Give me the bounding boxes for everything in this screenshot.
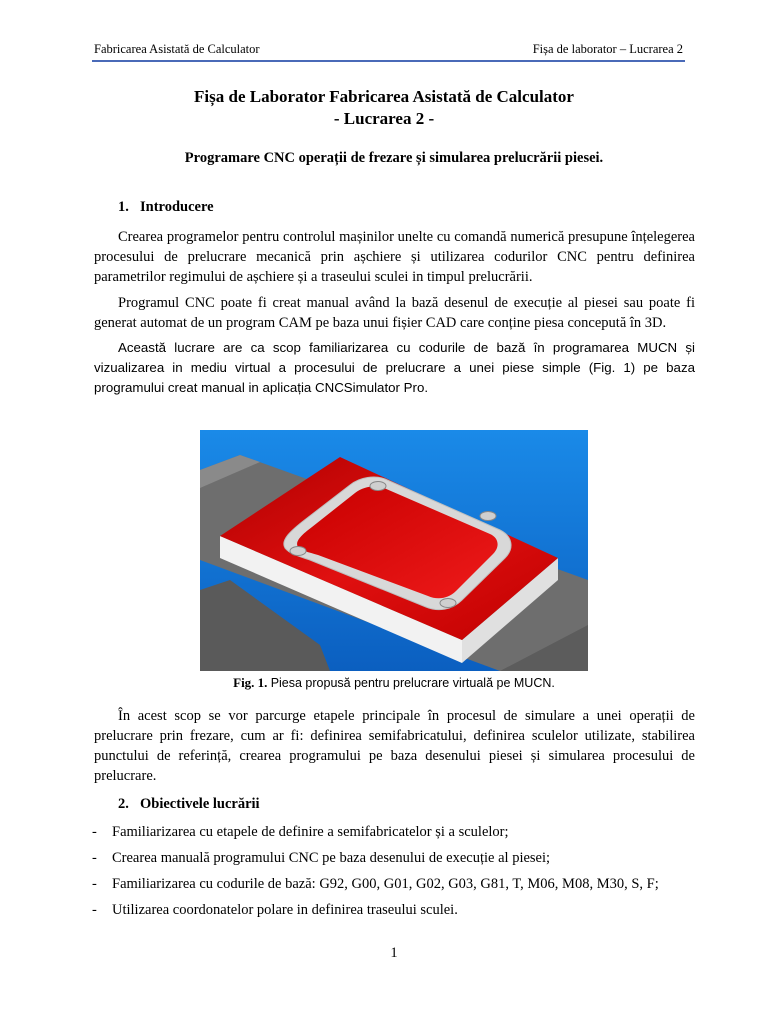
cnc-part-render	[200, 430, 588, 671]
section-number: 2.	[118, 796, 129, 812]
hole	[370, 482, 386, 491]
paragraph-1: Crearea programelor pentru controlul mașinilor unelte cu comandă numerică presupune înțelegerea procesului de prelucrare mecanică prin așchiere și utilizarea codurilor CNC pentru definirea parametrilor regimului de așchiere și a traseului sculei in timpul prelucrării.	[94, 229, 695, 285]
figure-label: Fig. 1.	[233, 675, 268, 690]
hole	[480, 512, 496, 521]
paragraph-3: Această lucrare are ca scop familiarizarea cu codurile de bază în programarea MUCN și vizualizarea in mediu virtual a procesului de prelucrare a unei piese simple (Fig. 1) pe baza programului creat manual in aplicația CNCSimulator Pro.	[94, 340, 695, 395]
title-line-1: Fișa de Laborator Fabricarea Asistată de Calculator	[194, 87, 574, 106]
figure-caption	[0, 675, 768, 691]
list-item: - Utilizarea coordonatelor polare in definirea traseului sculei.	[92, 902, 458, 918]
header-left: Fabricarea Asistată de Calculator	[94, 42, 260, 56]
list-item: - Crearea manuală programului CNC pe baza desenului de execuție al piesei;	[92, 850, 551, 866]
hole	[290, 547, 306, 556]
list-item: - Familiarizarea cu codurile de bază: G92, G00, G01, G02, G03, G81, T, M06, M08, M30, S, F;	[92, 876, 659, 892]
page-header	[92, 42, 685, 62]
page-number: 1	[390, 945, 398, 961]
figure-cnc-part	[200, 430, 588, 671]
page-title	[0, 86, 768, 130]
section-title: Obiectivele lucrării	[140, 796, 260, 812]
figure-caption-text: Piesa propusă pentru prelucrare virtuală pe MUCN.	[270, 676, 555, 690]
list-item: - Familiarizarea cu etapele de definire a semifabricatelor și a sculelor;	[92, 824, 509, 840]
section-heading-intro	[118, 199, 214, 216]
header-right: Fișa de laborator – Lucrarea 2	[532, 42, 683, 56]
objectives-list	[92, 822, 702, 926]
paragraph-4: În acest scop se vor parcurge etapele principale în procesul de simulare a unei operații de prelucrare prin frezare, cum ar fi: definirea semifabricatului, definirea sculelor utilizate, stabilirea punctului de referință, crearea programului pe baza desenului piesei și simularea procesului de prelucrare.	[94, 708, 695, 784]
paragraph-2: Programul CNC poate fi creat manual având la bază desenul de execuție al piesei sau poate fi generat automat de un program CAM pe baza unui fișier CAD care conține piesa concepută în 3D.	[94, 295, 695, 331]
hole	[440, 599, 456, 608]
page-subtitle: Programare CNC operații de frezare și simularea prelucrării piesei.	[184, 150, 604, 166]
section-heading-objectives	[118, 796, 260, 813]
title-line-2: - Lucrarea 2 -	[333, 109, 435, 128]
section-number: 1.	[118, 199, 129, 215]
section-title: Introducere	[140, 199, 214, 215]
